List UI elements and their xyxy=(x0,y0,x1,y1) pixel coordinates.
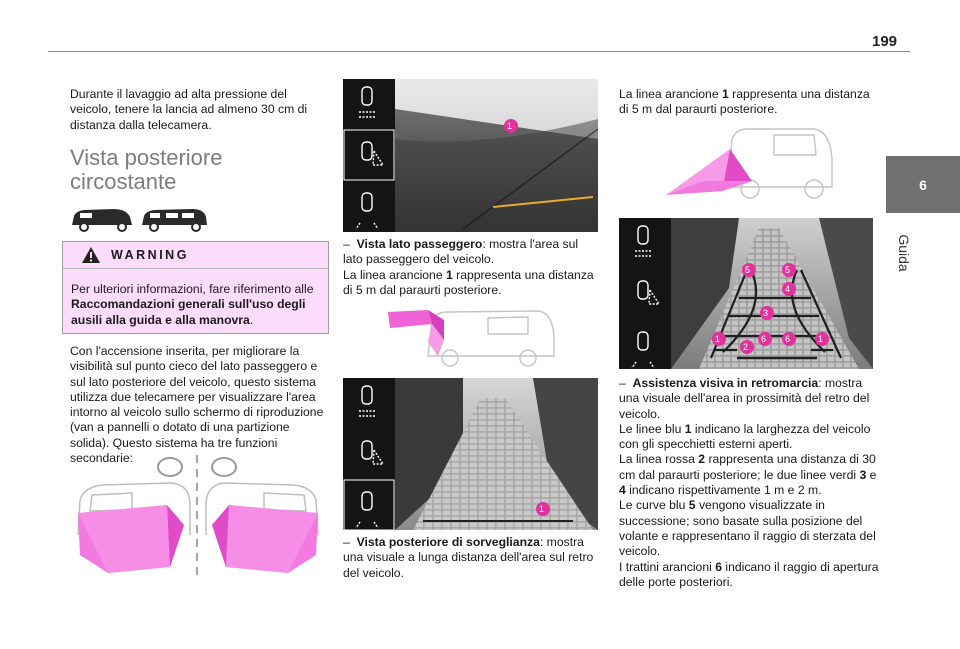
dual-camera-illustration xyxy=(72,455,324,580)
marker-5b: 5 xyxy=(785,265,791,275)
warning-header xyxy=(63,242,328,269)
marker-2: 2 xyxy=(743,342,749,352)
marker-4: 4 xyxy=(785,284,791,294)
marker-5a: 5 xyxy=(745,265,751,275)
van-window-icon xyxy=(142,209,207,231)
marker-6b: 6 xyxy=(785,334,791,344)
van-icons xyxy=(70,205,210,235)
side-camera-illustration xyxy=(388,306,558,370)
header-rule xyxy=(48,51,910,52)
reverse-assist-text: – Assistenza visiva in retromarcia: mostra una visuale dell'area in prossimità del retro del veicolo. Le linee blu 1 indicano la larghezza del veicolo con gli specchietti esterni aperti. La linea rossa 2 rappresenta una distanza di 30 cm dal paraurti posteriore; le due linee verdi 3 e 4 indicano rispettivamente 1 m e 2 m. Le curve blu 5 vengono visualizzate in successione; sono basate sulla posizione del volante e rappresentano il raggio di sterzata del veicolo. I trattini arancioni 6 indicano il raggio di apertura delle porte posteriori. xyxy=(619,376,879,589)
chapter-tab[interactable] xyxy=(886,156,960,213)
van-side-outline xyxy=(428,311,554,366)
marker-1a: 1 xyxy=(715,334,721,344)
rear-surveillance-text: – Vista posteriore di sorveglianza: mostra una visuale a lunga distanza dell'area sul retro del veicolo. xyxy=(343,535,594,580)
camera-zone-left xyxy=(78,505,184,573)
body-paragraph: Con l'accensione inserita, per migliorare la visibilità sul punto cieco del lato passeggero e sul lato posteriore del veicolo, questo sistema utilizza due telecamere per visualizzare l'area intorno al veicolo sullo schermo di riproduzione (van a pannelli o dotato di una partizione solida). Questo sistema ha tre funzioni secondarie: xyxy=(70,344,324,466)
passenger-view-screen xyxy=(343,79,598,232)
warning-box xyxy=(62,241,329,334)
van-rear-outline xyxy=(728,129,832,198)
reverse-assist-screen xyxy=(619,218,873,369)
camera-zone-right xyxy=(212,505,318,573)
section-heading: Vista posteriore circostante xyxy=(70,145,223,194)
warning-text: Per ulteriori informazioni, fare riferimento alle Raccomandazioni generali sull'uso degli ausili alla guida e alla manovra. xyxy=(71,282,314,327)
col3-intro: La linea arancione 1 rappresenta una distanza di 5 m dal paraurti posteriore. xyxy=(619,87,870,117)
marker-1b: 1 xyxy=(818,334,824,344)
passenger-view-text: – Vista lato passeggero: mostra l'area sul lato passeggero del veicolo. La linea arancione 1 rappresenta una distanza di 5 m dal paraurti posteriore. xyxy=(343,237,594,297)
chapter-number: 6 xyxy=(919,176,927,193)
rear-surveillance-screen xyxy=(343,378,598,530)
marker-1-surveillance: 1 xyxy=(539,504,545,514)
marker-6a: 6 xyxy=(761,334,767,344)
chapter-label: Guida xyxy=(896,234,912,272)
rear-camera-illustration xyxy=(664,125,836,203)
van-panel-icon xyxy=(72,209,132,231)
warning-title: WARNING xyxy=(111,248,189,262)
warning-triangle-icon xyxy=(81,246,101,264)
marker-1: 1 xyxy=(507,121,513,131)
page-number: 199 xyxy=(872,33,898,50)
intro-paragraph: Durante il lavaggio ad alta pressione del veicolo, tenere la lancia ad almeno 30 cm di distanza dalla telecamera. xyxy=(70,87,308,132)
marker-3: 3 xyxy=(763,308,769,318)
